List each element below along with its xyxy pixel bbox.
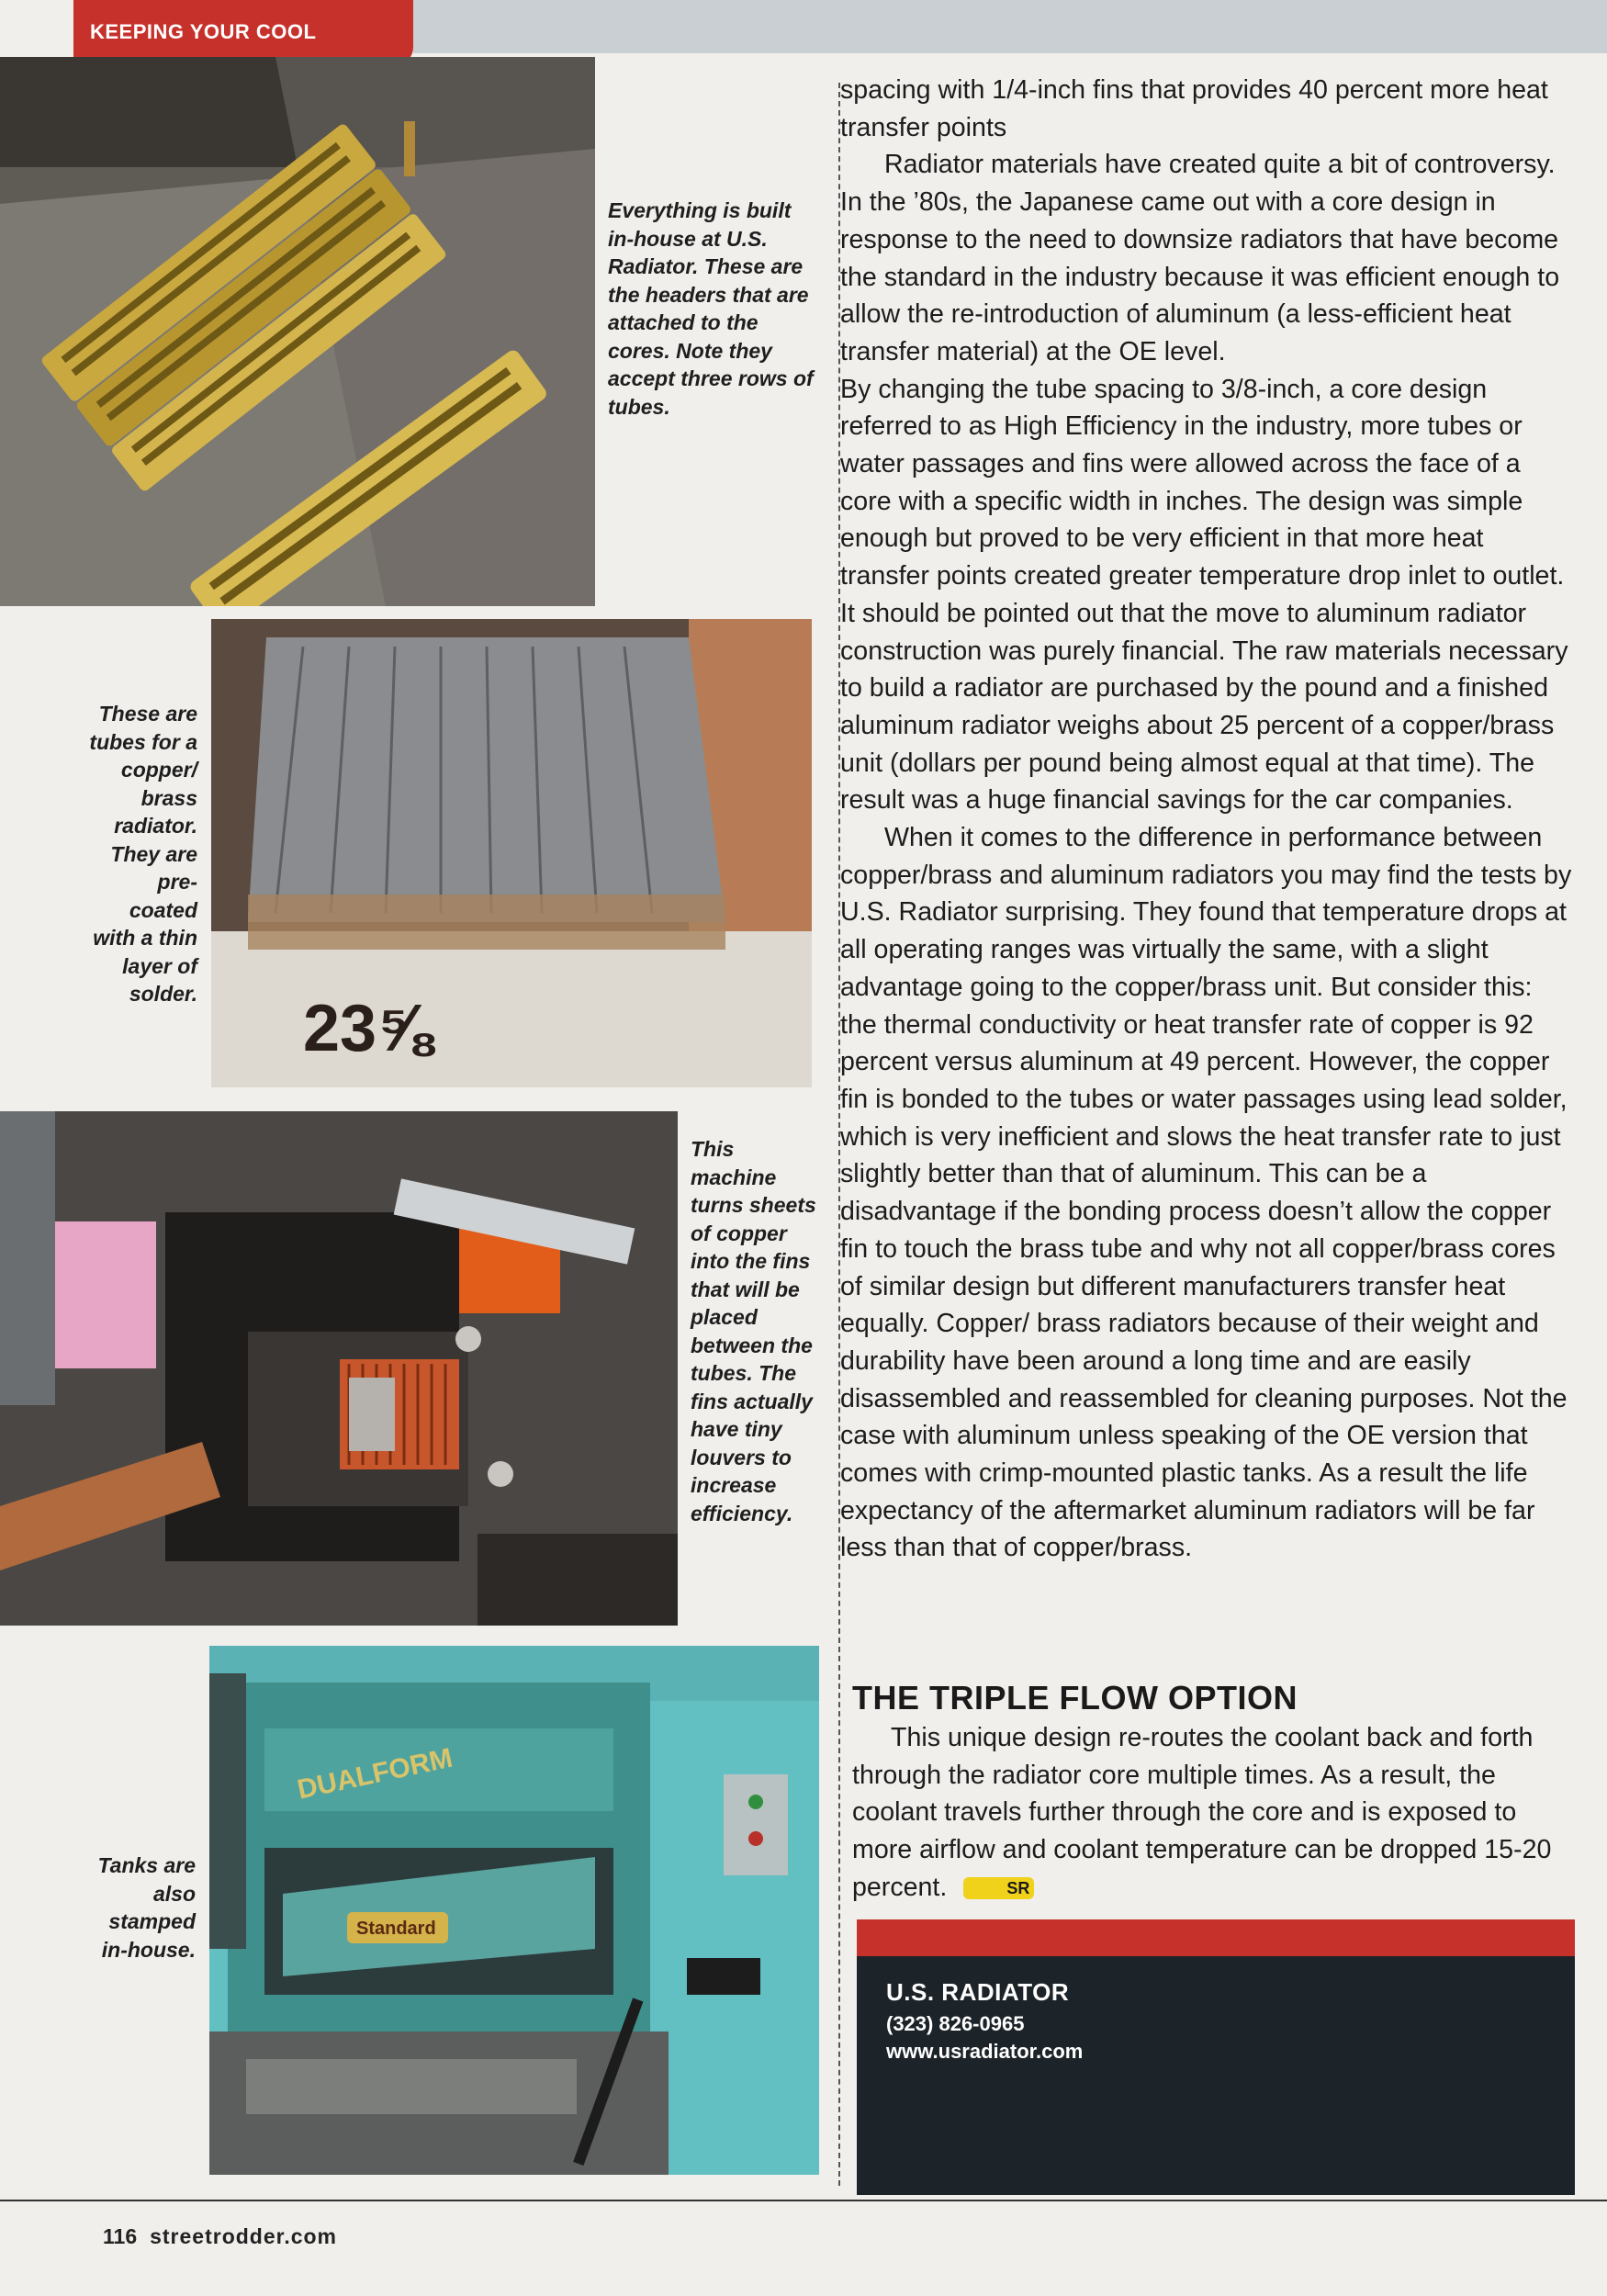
caption-tubes: These are tubes for a copper/ brass radiator. They are pre- coated with a thin layer of solder. [89, 702, 197, 1006]
article-paragraph: This unique design re-routes the coolant back and forth through the radiator core multiple times. As a result, the coolant travels further through the core and is exposed to more airflow and coolant temperature can be dropped 15-20 percent. [852, 1723, 1552, 1902]
fin-machine-photo [0, 1111, 678, 1626]
tank-press-photo [209, 1646, 819, 2175]
source-box [857, 1919, 1575, 2195]
top-strip [413, 0, 1607, 53]
headers-photo [0, 57, 595, 606]
site-name: streetrodder.com [150, 2224, 338, 2248]
caption-tanks: Tanks are also stamped in-house. [97, 1853, 196, 1962]
article-closing [852, 1719, 1578, 1907]
caption-fins: This machine turns sheets of copper into the fins that will be placed between the tubes. The fins actually have tiny louvers to increase efficiency. [691, 1137, 816, 1525]
tubes-photo [211, 619, 812, 1087]
article-paragraph: By changing the tube spacing to 3/8-inch, a core design referred to as High Efficiency in the industry, more tubes or water passages and fins were allowed across the face of a core with a specific width in inches. The design was simple enough but proved to be very efficient in that more heat transfer points created greater temperature drop inlet to outlet. It should be pointed out that the move to aluminum radiator construction was purely financial. The raw materials necessary to build a radiator are purchased by the pound and a finished aluminum radiator weighs about 25 percent of a copper/brass unit (dollars per pound being almost equal at that time). The result was a huge financial savings for the car companies. [840, 374, 1568, 816]
section-tag: KEEPING YOUR COOL [73, 0, 413, 64]
article-paragraph: Radiator materials have created quite a bit of controversy. In the ’80s, the Japanese came out with a core design in response to the need to downsize radiators that have become the standard in the industry because it was efficient enough to allow the re-introduction of aluminum (a less-efficient heat transfer material) at the OE level. [840, 150, 1560, 366]
section-heading: THE TRIPLE FLOW OPTION [852, 1679, 1298, 1716]
article-paragraph: When it comes to the difference in performance between copper/brass and aluminum radiators you may find the tests by U.S. Radiator surprising. They found that temperature drops at all operating ranges was virtually the same, with a slight advantage going to the copper/brass unit. But consider this: the thermal conductivity or heat transfer rate of copper is 92 percent versus aluminum at 49 percent. However, the copper fin is bonded to the tubes or water passages using lead solder, which is very inefficient and slows the heat transfer rate to just slightly better than that of aluminum. This can be a disadvantage if the bonding process doesn’t allow the copper fin to touch the brass tube and why not all copper/brass cores of similar design but different manufacturers transfer heat equally. Copper/ brass radiators because of their weight and durability have been around a long time and are easily disassembled and reassembled for cleaning purposes. Not the case with aluminum unless speaking of the OE version that comes with crimp-mounted plastic tanks. As a result the life expectancy of the aftermarket aluminum radiators will be far less than that of copper/brass. [840, 823, 1572, 1563]
sr-end-mark: SR [963, 1877, 1034, 1899]
page-number: 116 [103, 2224, 138, 2248]
footer-rule [0, 2200, 1607, 2201]
source-url[interactable]: www.usradiator.com [886, 2040, 1084, 2063]
source-phone: (323) 826-0965 [886, 2012, 1025, 2035]
tubes-size-label: 23⅝ [303, 992, 433, 1065]
source-name: U.S. RADIATOR [886, 1978, 1070, 2006]
source-box-bar [857, 1919, 1575, 1956]
press-brand-label: DUALFORM [294, 1742, 455, 1806]
article-paragraph: spacing with 1/4-inch fins that provides 40 percent more heat transfer points [840, 75, 1548, 142]
caption-headers: Everything is built in-house at U.S. Radiator. These are the headers that are attached to the cores. Note they accept three rows of tubes. [608, 198, 814, 419]
folio [103, 2224, 337, 2249]
press-plate-label: Standard [356, 1919, 436, 1939]
article-body [840, 72, 1575, 1567]
